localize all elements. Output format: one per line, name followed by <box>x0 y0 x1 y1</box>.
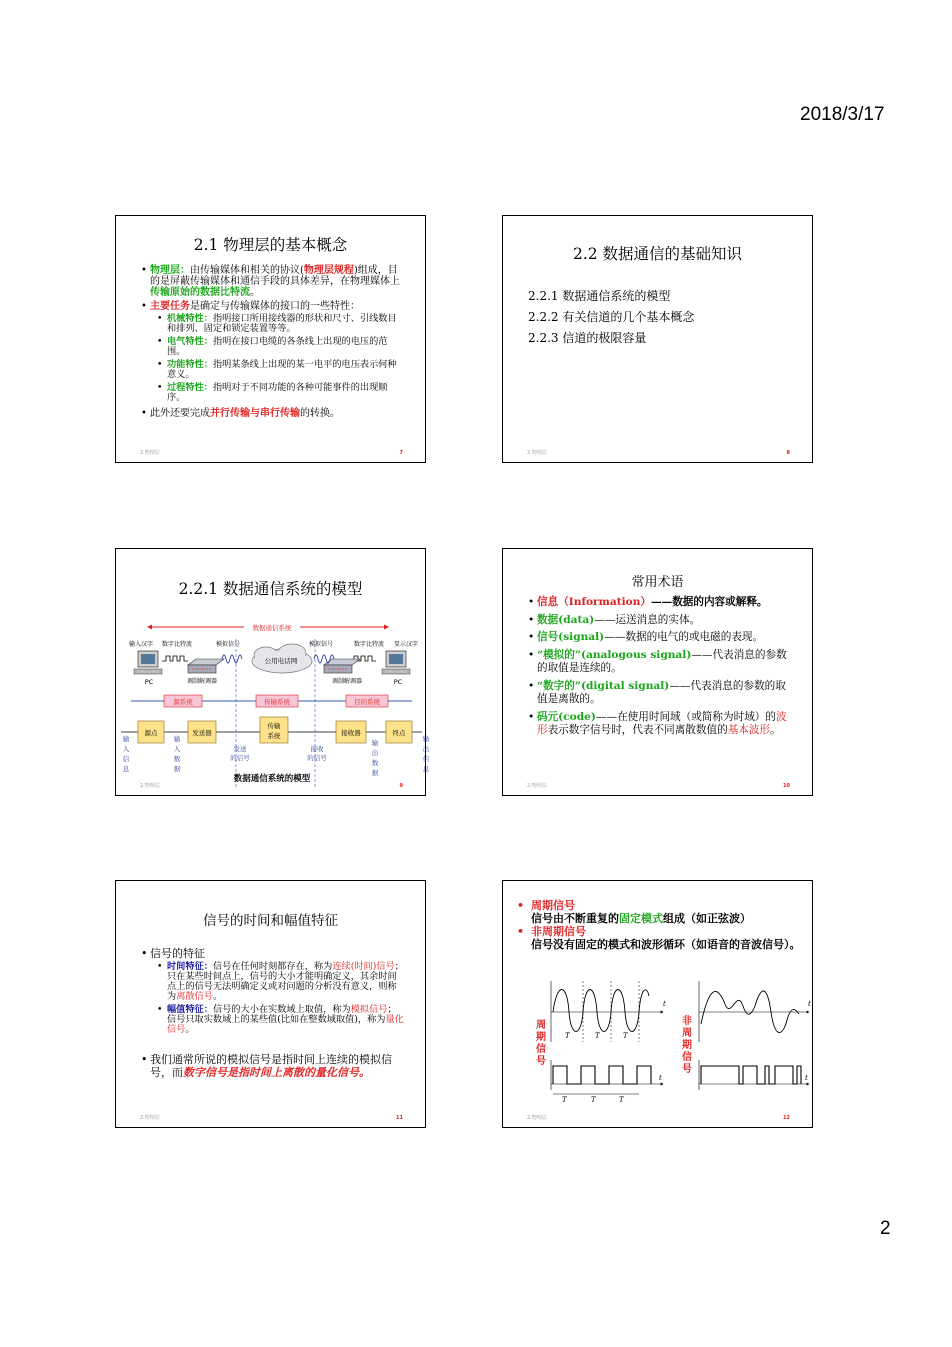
text: 信号由不断重复的 <box>531 912 619 925</box>
label-source: 源点 <box>144 729 158 737</box>
slide-title: 常用术语 <box>631 575 684 590</box>
label-sender: 发送器 <box>192 729 212 737</box>
term-signal <box>528 631 790 645</box>
text: 指明对于不同功能的各种可能事件的出现顺序。 <box>167 382 388 403</box>
block-transmission <box>260 717 288 743</box>
axis-t-label: t <box>663 1000 666 1008</box>
term-physical-layer: 物理层： <box>150 265 190 276</box>
text: 信号没有固定的模式和波形循环（如语音的音波信号）。 <box>531 938 801 951</box>
axis-t-label: t <box>808 1000 811 1008</box>
text: 。 <box>212 991 223 1002</box>
sub-functional <box>157 360 403 380</box>
label: 功能特性： <box>167 359 213 370</box>
text: 数字信号是指时间上离散的量化信号。 <box>183 1066 370 1079</box>
text: 连续(时间)信号 <box>332 961 395 972</box>
slide-footer-number: 8 <box>786 450 790 456</box>
text: 组成（如正弦波） <box>663 912 751 925</box>
label: 幅值特征： <box>167 1004 213 1015</box>
pc-right-icon <box>382 651 410 674</box>
label-pc-right: PC <box>393 678 403 686</box>
section-item: 2.2.2 有关信道的几个基本概念 <box>528 310 695 324</box>
bullet-signal-features <box>141 947 405 960</box>
label: 码元(code) <box>537 710 596 723</box>
text: 指明接口所用接线器的形状和尺寸、引线数目和排列、固定和锁定装置等等。 <box>167 313 397 334</box>
label-destination-system: 目的系统 <box>354 698 380 706</box>
periodic-square-wave <box>553 1066 651 1084</box>
section-item: 2.2.1 数据通信系统的模型 <box>528 289 671 303</box>
label-data-comm-system: 数据通信系统 <box>252 624 292 632</box>
label-modem-left: 调制解调器 <box>186 678 218 685</box>
label-bitstream-left: 数字比特流 <box>162 641 193 648</box>
slide-footer-number: 12 <box>783 1115 790 1121</box>
text: 由传输媒体和相关的协议( <box>190 265 304 276</box>
slide-title: 2.2.1 数据通信系统的模型 <box>178 580 363 598</box>
text: 模拟信号 <box>350 1004 388 1015</box>
slide-footer-number: 7 <box>399 450 403 456</box>
slide-8 <box>502 215 813 463</box>
text: 信号在任何时刻都存在，称为 <box>212 961 333 972</box>
text: 基本波形 <box>727 724 771 736</box>
label-aperiodic-vertical: 非周期信号 <box>682 1016 692 1075</box>
text: ；信号只取实数域上的某些值(比如在整数域取值)，称为 <box>167 1004 397 1025</box>
periodic-text-block <box>517 899 811 951</box>
slide-footer-left: 2.物理层 <box>527 1115 547 1121</box>
text: ——代表消息的参数的取值是离散的。 <box>537 679 786 705</box>
desc-periodic <box>517 912 811 925</box>
sub-procedural <box>157 383 403 403</box>
slide-footer-left: 2.物理层 <box>140 783 160 789</box>
label-transmission-a: 传输 <box>267 722 281 730</box>
diagram-caption: 数据通信系统的模型 <box>233 774 311 784</box>
page-number: 2 <box>880 1218 891 1239</box>
slide-title: 2.2 数据通信的基础知识 <box>572 245 743 263</box>
label-transmission-system: 传输系统 <box>264 698 290 706</box>
label: 数据(data) <box>537 613 595 626</box>
bullet-main-task <box>141 301 403 312</box>
slide-footer-number: 11 <box>396 1115 403 1121</box>
label-analog-right: 模拟信号 <box>309 641 334 648</box>
text: 此外还要完成 <box>150 408 210 419</box>
label-periodic-vertical: 周期信号 <box>536 1020 546 1067</box>
term-main-task: 主要任务 <box>150 301 190 312</box>
axis-t-label: t <box>805 1074 808 1082</box>
label-output-info: 输出信息 <box>422 735 430 773</box>
label: 信号(signal) <box>537 631 605 643</box>
label-destination: 终点 <box>392 729 406 737</box>
heading-aperiodic <box>517 925 811 938</box>
label: 过程特性： <box>167 382 213 393</box>
desc-aperiodic <box>517 938 811 951</box>
block-receiver <box>336 721 366 743</box>
slide-11 <box>115 880 426 1128</box>
label-sent-signal-b: 的信号 <box>230 754 250 762</box>
slide-10 <box>502 548 813 796</box>
slide-12 <box>502 880 813 1128</box>
slide-footer-left: 2.物理层 <box>140 1115 160 1121</box>
analog-wave-left-icon <box>222 655 242 663</box>
label-analog-left: 模拟信号 <box>216 641 241 648</box>
label-pc-left: PC <box>144 678 154 686</box>
slide-footer-number: 10 <box>783 783 790 789</box>
sub-electrical <box>157 337 403 357</box>
period-T-label: T <box>591 1096 596 1104</box>
label-sent-signal-a: 发送 <box>233 745 247 753</box>
label: 机械特性： <box>167 313 213 324</box>
block-source <box>138 721 164 743</box>
text: 固定模式 <box>619 912 663 925</box>
text: 指明在接口电缆的各条线上出现的电压的范围。 <box>167 336 388 357</box>
slide-footer-left: 2.物理层 <box>527 450 547 456</box>
slide-footer-left: 2.物理层 <box>140 450 160 456</box>
label-source-system: 源系统 <box>173 698 193 706</box>
term-information <box>528 596 790 610</box>
slide-footer-number: 9 <box>399 783 403 789</box>
text: ——数据的电气的或电磁的表现。 <box>604 631 764 643</box>
label: 电气特性： <box>167 336 213 347</box>
text: ——数据的内容或解释。 <box>651 596 768 608</box>
text: 表示数字信号时，代表不同离散数值的 <box>547 724 728 736</box>
label-phone-network: 公用电话网 <box>264 657 298 665</box>
label: “模拟的”(analogous signal) <box>537 648 692 661</box>
text: 我们通常所说的模拟信号是指时间上连续的模拟信号，而 <box>150 1053 392 1079</box>
sub-amplitude-feature <box>157 1005 405 1035</box>
term-data <box>528 614 790 628</box>
period-T-label: T <box>595 1032 600 1040</box>
text: 信号的大小在实数域上取值，称为 <box>212 1004 351 1015</box>
label-input-info: 输入信息 <box>122 735 130 773</box>
label-recv-signal-b: 的信号 <box>307 754 327 762</box>
label-output-hanzi: 显示汉字 <box>393 641 419 648</box>
label-receiver: 接收器 <box>341 729 361 737</box>
bullet-conversion <box>141 408 403 419</box>
label-recv-signal-a: 接收 <box>310 745 324 753</box>
sub-mechanical <box>157 314 403 334</box>
text: ——运送消息的实体。 <box>594 613 701 626</box>
slide-7 <box>115 215 426 463</box>
slide-title: 2.1 物理层的基本概念 <box>193 236 348 254</box>
text: 离散信号 <box>176 991 213 1002</box>
label-output-data: 输出数据 <box>371 739 379 777</box>
label-bitstream-right: 数字比特流 <box>354 641 385 648</box>
waveform-figure <box>503 976 814 1126</box>
text: 的转换。 <box>300 408 340 419</box>
axis-t-label: t <box>659 1074 662 1082</box>
text: 周期信号 <box>531 899 575 912</box>
text: ；只在某些时间点上，信号的大小才能明确定义，其余时间点上的信号无法明确定义或对问题的分析没有意义，则称为 <box>167 961 404 1002</box>
heading-periodic <box>517 899 811 912</box>
text: 。 <box>185 1024 195 1035</box>
text: ——代表消息的参数的取值是连续的。 <box>537 648 787 674</box>
label-modem-right: 调制解调器 <box>331 678 363 685</box>
bullet-analog-vs-digital <box>141 1053 405 1079</box>
label-transmission-b: 系统 <box>267 732 281 740</box>
modem-left-icon <box>188 659 224 673</box>
period-T-label: T <box>619 1096 624 1104</box>
text: 。 <box>250 287 260 298</box>
slide-9 <box>115 548 430 796</box>
text: 。 <box>770 724 781 736</box>
label: “数字的”(digital signal) <box>537 679 670 692</box>
term-protocol: 物理层规程 <box>303 265 354 276</box>
label-input-hanzi: 输入汉字 <box>129 641 154 648</box>
text: 非周期信号 <box>531 925 586 938</box>
text: 波形 <box>537 710 787 736</box>
aperiodic-square-wave <box>701 1066 801 1084</box>
text: )组成，目的是屏蔽传输媒体和通信手段的具体差异，在物理媒体上 <box>150 265 400 287</box>
periodic-sine-wave <box>553 990 649 1032</box>
block-sender <box>188 721 216 743</box>
term-code <box>528 711 790 738</box>
text: 信号的特征 <box>150 947 205 960</box>
slide-title: 信号的时间和幅值特征 <box>203 913 338 929</box>
section-list <box>503 286 812 349</box>
term-analog <box>528 649 790 676</box>
label-input-data: 输入数据 <box>173 735 181 773</box>
digital-wave-left-icon <box>162 656 188 661</box>
period-T-label: T <box>565 1032 570 1040</box>
text: 是确定与传输媒体的接口的一些特性： <box>190 301 360 312</box>
sub-time-feature <box>157 962 405 1002</box>
header-date: 2018/3/17 <box>800 104 885 125</box>
term-digital <box>528 680 790 707</box>
slide-footer-left: 2.物理层 <box>527 783 547 789</box>
period-T-label: T <box>562 1096 567 1104</box>
text: 量化信号 <box>167 1014 404 1035</box>
period-T-label: T <box>623 1032 628 1040</box>
text: 指明某条线上出现的某一电平的电压表示何种意义。 <box>167 359 397 380</box>
communication-system-diagram <box>116 599 430 799</box>
term-parallel-serial: 并行传输与串行传输 <box>210 408 300 419</box>
bullet-physical-layer <box>141 265 403 298</box>
term-bitstream: 传输原始的数据比特流 <box>150 287 250 298</box>
text: ——在使用时间域（或简称为时域）的 <box>595 710 776 723</box>
label: 信息（Information） <box>537 596 651 608</box>
pc-left-icon <box>134 651 162 674</box>
block-destination <box>386 721 412 743</box>
label: 时间特征： <box>167 961 213 972</box>
section-item: 2.2.3 信道的极限容量 <box>528 331 647 345</box>
